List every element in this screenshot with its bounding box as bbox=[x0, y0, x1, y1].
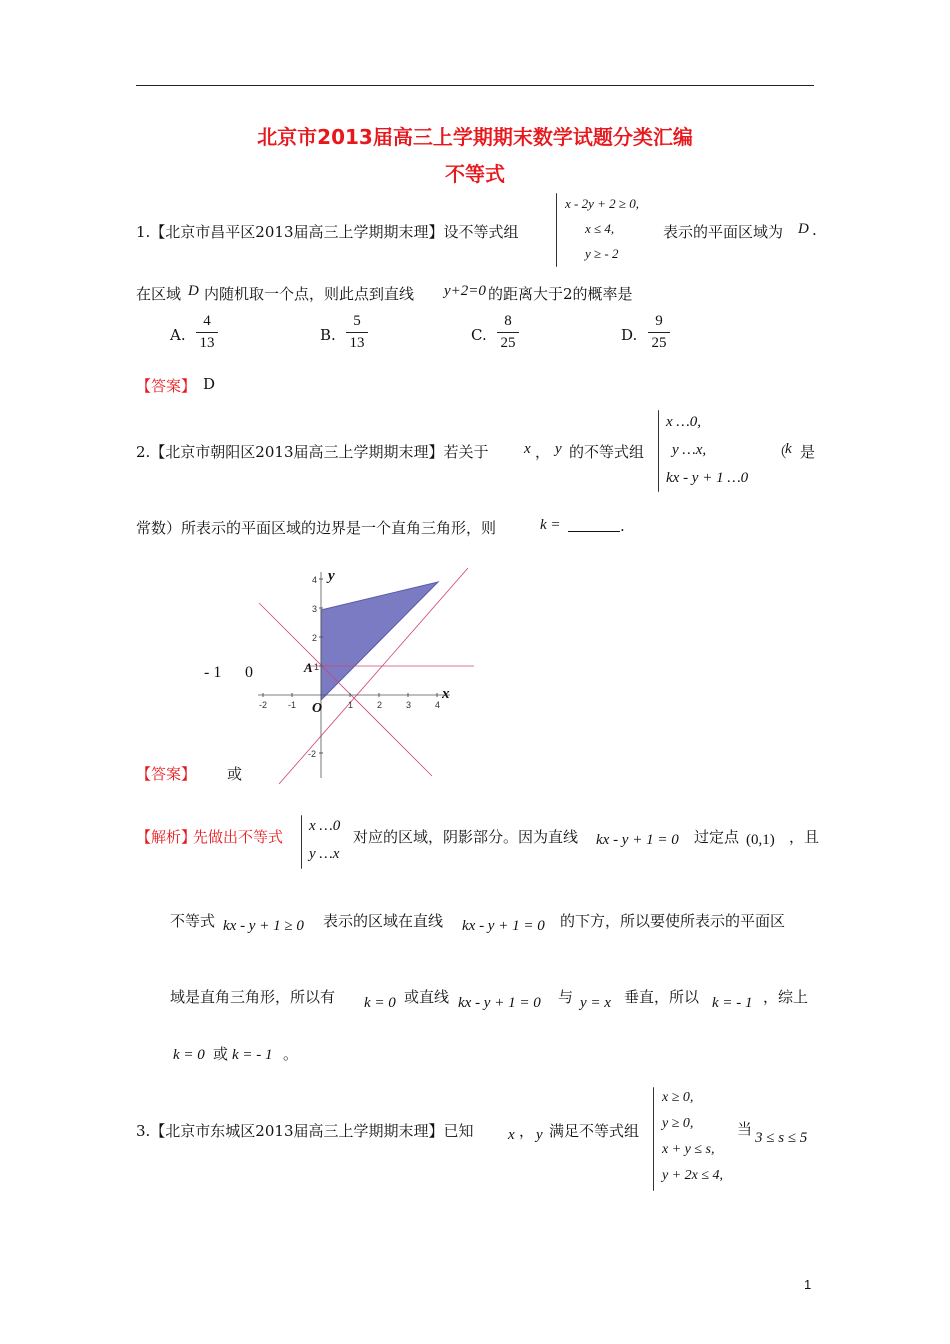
point-a-label: A bbox=[304, 660, 313, 675]
q1-region-2: D bbox=[188, 283, 199, 299]
q1-opt-b-frac bbox=[346, 313, 368, 352]
q3-sys-3: x + y ≤ s, bbox=[662, 1142, 715, 1157]
q1-opt-d-den: 25 bbox=[651, 335, 667, 351]
q2-analysis-brace bbox=[301, 815, 302, 869]
q1-sys-1: x - 2y + 2 ≥ 0, bbox=[565, 196, 640, 211]
q2-analysis-b: 对应的区域，阴影部分。因为直线 bbox=[353, 828, 579, 846]
x-tick-label-4: 2 bbox=[377, 700, 383, 710]
q2-p4-end: 。 bbox=[283, 1045, 299, 1063]
q3-sys-1: x ≥ 0, bbox=[662, 1090, 694, 1105]
region-figure bbox=[250, 560, 490, 785]
q1-sys-2: x ≤ 4, bbox=[585, 221, 615, 236]
q3-dang: 当 bbox=[737, 1120, 753, 1138]
page-number: 1 bbox=[804, 1277, 812, 1292]
x-tick-labels bbox=[259, 693, 440, 710]
q1-opt-b-num: 5 bbox=[353, 313, 361, 329]
q2-p4-km1: k = - 1 bbox=[232, 1047, 273, 1063]
q3-range: 3 ≤ s ≤ 5 bbox=[755, 1130, 808, 1146]
q2-prefix: 2.【北京市朝阳区2013届高三上学期期末理】若关于 bbox=[136, 443, 489, 461]
q2-p2a: 不等式 bbox=[170, 912, 216, 930]
q2-analysis-line-eq: kx - y + 1 = 0 bbox=[596, 832, 679, 848]
q2-p3a: 域是直角三角形，所以有 bbox=[170, 988, 336, 1006]
q1-answer: D bbox=[203, 375, 216, 393]
q2-k: k bbox=[785, 441, 792, 457]
y-tick-label-3: 2 bbox=[312, 633, 318, 643]
q1-opt-d-num: 9 bbox=[655, 313, 663, 329]
q2-p4-k0: k = 0 bbox=[173, 1047, 205, 1063]
q2-p3-k0: k = 0 bbox=[364, 995, 396, 1011]
q1-opt-a-label: A. bbox=[170, 326, 186, 344]
q1-opt-d-frac bbox=[648, 313, 670, 352]
q1-line2a: 在区域 bbox=[136, 285, 182, 303]
q2-p3e: ，综上 bbox=[763, 988, 809, 1006]
q3-sys-4: y + 2x ≤ 4, bbox=[662, 1168, 724, 1183]
q1-sys-3: y ≥ - 2 bbox=[585, 246, 619, 261]
q2-analysis-sys-1: x …0 bbox=[309, 818, 341, 834]
q2-p2b: 表示的区域在直线 bbox=[323, 912, 444, 930]
q1-region: D bbox=[798, 221, 809, 237]
q2-p3c: 与 bbox=[558, 988, 574, 1006]
y-axis-label: y bbox=[328, 568, 335, 584]
q2-answer-label: 【答案】 bbox=[136, 765, 197, 783]
q1-opt-c-den: 25 bbox=[500, 335, 516, 351]
q2-sys-3: kx - y + 1 …0 bbox=[666, 470, 749, 486]
q1-line2c: 的距离大于2的概率是 bbox=[488, 285, 633, 303]
q2-analysis-point: (0,1) bbox=[746, 832, 775, 848]
fig-side-label-2: 0 bbox=[245, 664, 253, 681]
q2-answer-or: 或 bbox=[227, 765, 243, 783]
q1-opt-b-den: 13 bbox=[349, 335, 365, 351]
q2-brace bbox=[658, 410, 659, 492]
q2-p2-ineq: kx - y + 1 ≥ 0 bbox=[223, 918, 304, 934]
q1-period: . bbox=[812, 221, 817, 239]
x-tick-label-1: -2 bbox=[259, 700, 268, 710]
q2-analysis-label: 【解析】 bbox=[136, 828, 197, 846]
q2-answer-blank bbox=[568, 517, 620, 532]
x-tick-label-2: -1 bbox=[288, 700, 297, 710]
q1-opt-a-frac bbox=[196, 313, 218, 352]
q1-opt-d-label: D. bbox=[621, 326, 638, 344]
q1-answer-label: 【答案】 bbox=[136, 377, 197, 395]
q2-dot: . bbox=[620, 517, 625, 535]
q2-analysis-d: ，且 bbox=[789, 828, 820, 846]
q1-line-eq: y+2=0 bbox=[444, 283, 486, 299]
q2-p3b: 或直线 bbox=[404, 988, 450, 1006]
q2-p3d: 垂直，所以 bbox=[624, 988, 700, 1006]
y-tick-label-4: 1 bbox=[314, 662, 320, 672]
q3-prefix: 3.【北京市东城区2013届高三上学期期末理】已知 bbox=[136, 1122, 474, 1140]
q3-x: x bbox=[508, 1127, 515, 1143]
q2-paren: （ bbox=[772, 443, 788, 461]
doc-subtitle: 不等式 bbox=[445, 162, 505, 186]
q2-p4-or: 或 bbox=[213, 1045, 229, 1063]
q2-p3-km1: k = - 1 bbox=[712, 995, 753, 1011]
q1-opt-c-num: 8 bbox=[504, 313, 512, 329]
q1-suffix: 表示的平面区域为 bbox=[663, 223, 784, 241]
header-rule bbox=[136, 85, 814, 86]
q2-p3-line-eq: kx - y + 1 = 0 bbox=[458, 995, 541, 1011]
q1-opt-c-frac bbox=[497, 313, 519, 352]
q3-mid: 满足不等式组 bbox=[549, 1122, 640, 1140]
q1-opt-c-label: C. bbox=[471, 326, 487, 344]
x-tick-label-6: 4 bbox=[435, 700, 441, 710]
q1-opt-a-num: 4 bbox=[203, 313, 211, 329]
q2-sys-1: x …0, bbox=[666, 414, 701, 430]
q2-p2c: 的下方，所以要使所表示的平面区 bbox=[560, 912, 786, 930]
q2-mid: 的不等式组 bbox=[569, 443, 645, 461]
x-tick-label-5: 3 bbox=[406, 700, 412, 710]
q2-p3-yx: y = x bbox=[580, 995, 611, 1011]
fig-side-label-1: - 1 bbox=[204, 664, 222, 681]
doc-title: 北京市2013届高三上学期期末数学试题分类汇编 bbox=[257, 125, 693, 149]
x-axis-label: x bbox=[442, 686, 450, 702]
q2-analysis-a: 先做出不等式 bbox=[193, 828, 284, 846]
q3-sys-2: y ≥ 0, bbox=[662, 1116, 694, 1131]
q2-p2-line-eq: kx - y + 1 = 0 bbox=[462, 918, 545, 934]
y-tick-label-1: 4 bbox=[312, 575, 318, 585]
x-tick-label-3: 1 bbox=[348, 700, 354, 710]
q1-opt-b-label: B. bbox=[320, 326, 336, 344]
q1-line2b: 内随机取一个点，则此点到直线 bbox=[204, 285, 415, 303]
q3-brace bbox=[653, 1087, 654, 1191]
q2-shi: 是 bbox=[800, 443, 816, 461]
q2-comma: ， bbox=[535, 443, 551, 461]
q2-line2: 常数）所表示的平面区域的边界是一个直角三角形，则 bbox=[136, 519, 497, 537]
y-tick-label-5: -2 bbox=[308, 749, 317, 759]
q1-opt-a-den: 13 bbox=[199, 335, 215, 351]
q1-prefix: 1.【北京市昌平区2013届高三上学期期末理】设不等式组 bbox=[136, 223, 519, 241]
q2-sys-2: y …x, bbox=[672, 442, 707, 458]
q2-y: y bbox=[555, 441, 562, 457]
origin-label: O bbox=[312, 701, 323, 716]
q1-brace bbox=[556, 193, 557, 267]
q2-analysis-sys-2: y …x bbox=[309, 846, 340, 862]
y-tick-label-2: 3 bbox=[312, 604, 318, 614]
q3-comma: ， bbox=[519, 1122, 535, 1140]
q2-keq: k = bbox=[540, 517, 561, 533]
q3-y: y bbox=[536, 1127, 543, 1143]
q2-analysis-c: 过定点 bbox=[694, 828, 740, 846]
q2-x: x bbox=[524, 441, 531, 457]
